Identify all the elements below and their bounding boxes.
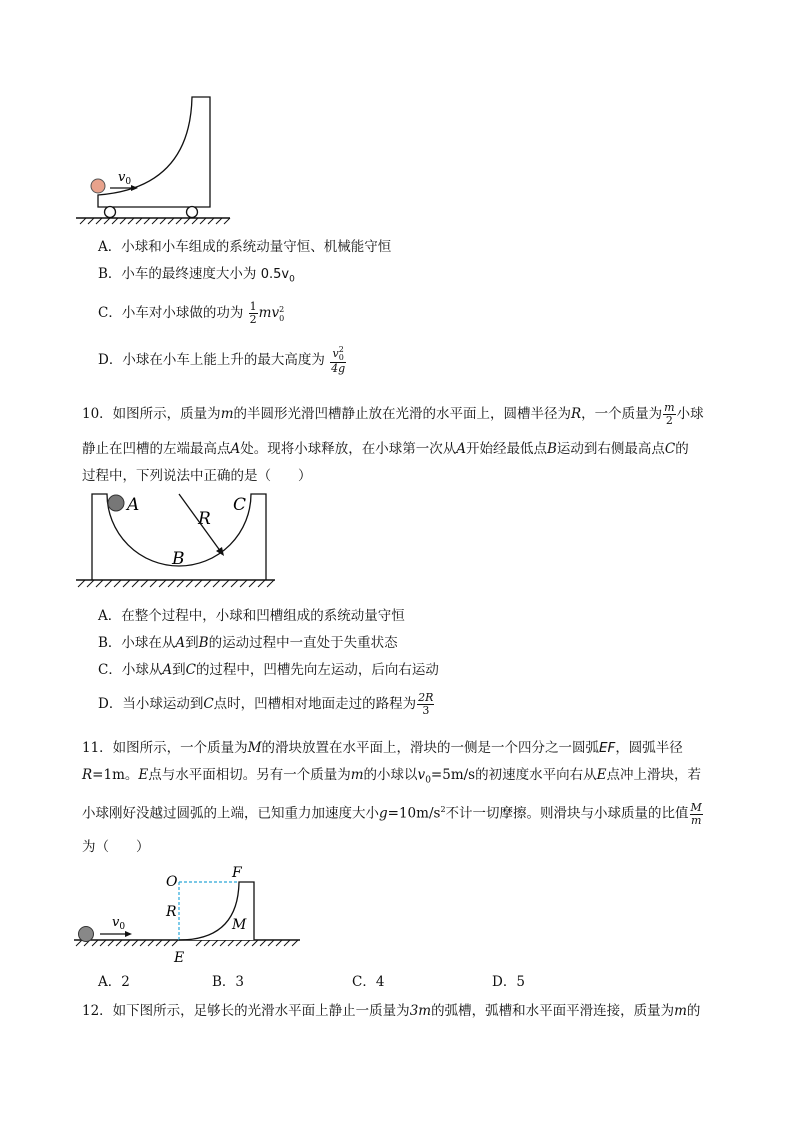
q10-line-2: 静止在凹槽的左端最高点A处。现将小球释放，在小球第一次从A开始经最低点B运动到右侧最高点C的 bbox=[82, 441, 689, 457]
cart-wheel-left bbox=[105, 207, 116, 218]
q11-figure bbox=[70, 862, 310, 970]
q10-option-d: D．当小球运动到C点时，凹槽相对地面走过的路程为 $\frac{2R}{3}$ bbox=[98, 691, 434, 717]
q10-figure bbox=[70, 488, 285, 598]
q11-choice-d: D．5 bbox=[492, 974, 525, 990]
q9-option-b: B．小车的最终速度大小为 $0.5v_0$ bbox=[98, 266, 295, 285]
q11-choice-b: B．3 bbox=[212, 974, 245, 990]
q11-line-1: 11．如图所示，一个质量为M的滑块放置在水平面上，滑块的一侧是一个四分之一圆弧EF，圆弧半径 bbox=[82, 740, 683, 756]
q11-line-3: 小球刚好没越过圆弧的上端，已知重力加速度大小$g=10m/s^2$不计一切摩擦。则滑块与小球质量的比值 $\frac{M}{m}$ bbox=[82, 800, 702, 827]
label-f: F bbox=[232, 865, 242, 881]
label-a: A bbox=[127, 495, 140, 515]
label-c: C bbox=[233, 495, 247, 515]
q11-line-4: 为（ ） bbox=[82, 839, 150, 855]
q11-choice-a: A．2 bbox=[98, 974, 130, 990]
q10-option-c: C．小球从A到C的过程中，凹槽先向左运动，后向右运动 bbox=[98, 662, 439, 678]
ground-hatch bbox=[76, 940, 298, 946]
q10-option-b: B．小球在从A到B的运动过程中一直处于失重状态 bbox=[98, 635, 398, 651]
q12-line-1: 12．如下图所示，足够长的光滑水平面上静止一质量为3m的弧槽，弧槽和水平面平滑连接，质量为m的 bbox=[82, 1003, 701, 1019]
ball bbox=[108, 495, 124, 511]
q9-option-a: A．小球和小车组成的系统动量守恒、机械能守恒 bbox=[98, 239, 392, 255]
ball bbox=[79, 927, 94, 942]
label-e: E bbox=[174, 950, 185, 966]
label-r: R bbox=[198, 509, 211, 529]
ball bbox=[91, 179, 105, 193]
label-m: M bbox=[232, 917, 247, 933]
q11-line-2: R=1m。E点与水平面相切。另有一个质量为m的小球以$v_0=5m/s$的初速度水平向右从E点冲上滑块，若 bbox=[82, 767, 701, 786]
ground-hatch bbox=[78, 580, 274, 587]
ground-hatch bbox=[80, 218, 230, 224]
velocity-label: $v_0$ bbox=[112, 915, 126, 932]
q11-choice-c: C．4 bbox=[352, 974, 385, 990]
velocity-label: $v_0$ bbox=[118, 170, 132, 187]
q9-option-d: D．小球在小车上能上升的最大高度为 v 2 0 4g bbox=[98, 345, 346, 375]
q10-line-1: 10．如图所示，质量为m的半圆形光滑凹槽静止放在光滑的水平面上，圆槽半径为R，一个质量为 $\frac{m}{2}$ 小球 bbox=[82, 401, 704, 427]
q9-option-c: C．小车对小球做的功为 $\frac{1}{2}$ mv 2 0 bbox=[98, 300, 285, 326]
q10-option-a: A．在整个过程中，小球和凹槽组成的系统动量守恒 bbox=[98, 608, 405, 624]
cart-body bbox=[98, 97, 210, 207]
label-o: O bbox=[166, 874, 178, 890]
label-r: R bbox=[166, 904, 177, 920]
label-b: B bbox=[172, 549, 185, 569]
q10-line-3: 过程中，下列说法中正确的是（ ） bbox=[82, 468, 312, 484]
cart-wheel-right bbox=[187, 207, 198, 218]
radius-arrow bbox=[179, 494, 221, 552]
q9-figure bbox=[70, 90, 240, 230]
